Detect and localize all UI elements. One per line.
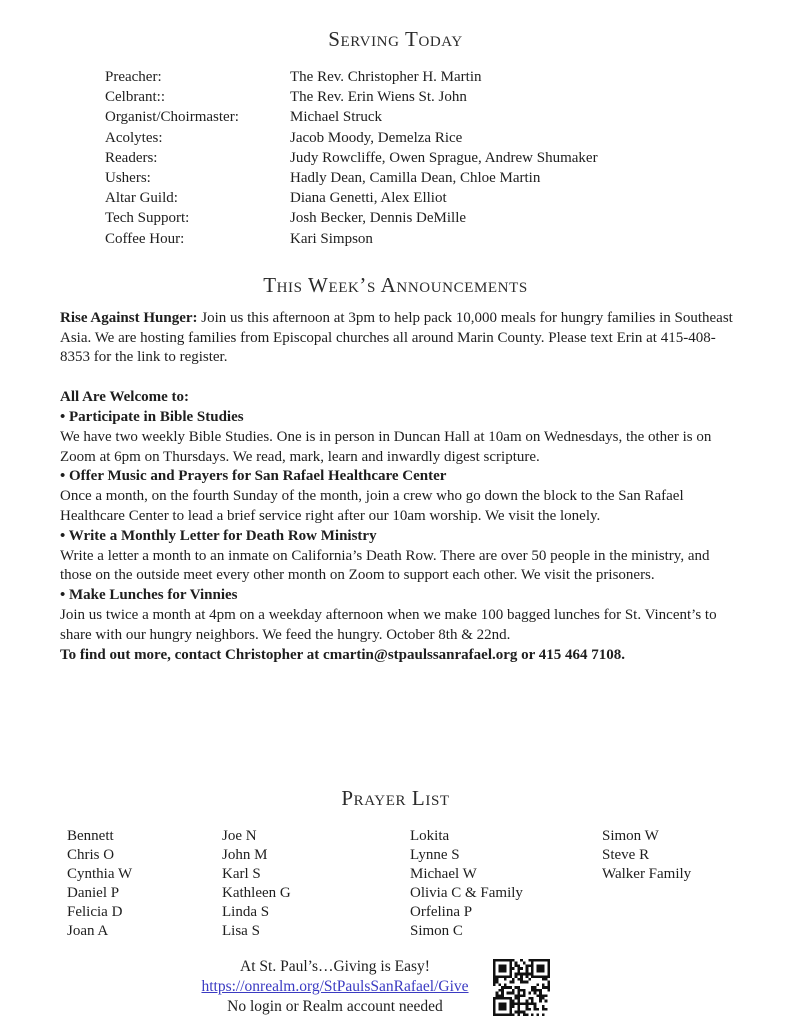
prayer-name: Cynthia W xyxy=(67,866,133,883)
giving-link[interactable]: https://onrealm.org/StPaulsSanRafael/Give xyxy=(201,977,469,995)
serving-role-label: Acolytes: xyxy=(105,129,163,146)
serving-today-title: Serving Today xyxy=(328,27,463,51)
prayer-column xyxy=(222,827,410,940)
serving-role-label: Coffee Hour: xyxy=(105,230,185,247)
announcement-lead-bold: Rise Against Hunger: xyxy=(60,309,198,326)
prayer-name: Bennett xyxy=(67,828,114,845)
prayer-name: Olivia C & Family xyxy=(410,885,523,902)
giving-line1: At St. Paul’s…Giving is Easy! xyxy=(240,957,430,975)
prayer-name: Lynne S xyxy=(410,847,460,864)
prayer-name: Joan A xyxy=(67,922,109,939)
serving-role-label: Organist/Choirmaster: xyxy=(105,109,239,126)
serving-role-label: Altar Guild: xyxy=(105,190,178,207)
serving-role-label: Tech Support: xyxy=(105,210,190,227)
prayer-name: John M xyxy=(222,847,268,864)
giving-line3: No login or Realm account needed xyxy=(227,997,443,1015)
qr-code xyxy=(493,959,550,1016)
announcement-lead-text: Join us this afternoon at 3pm to help pack 10,000 meals for hungry families in Southeast Asia. We are hosting families from Episcopal churches all around Marin County. Please text Erin at 415-408-8353 for the link to register. xyxy=(60,309,733,366)
bullet-body: Join us twice a month at 4pm on a weekday afternoon when we make 100 bagged lunches for St. Vincent’s to share with our hungry neighbors. We feed the hungry. October 8th & 22nd. xyxy=(60,606,717,643)
prayer-name: Walker Family xyxy=(602,866,692,883)
serving-role-value: Diana Genetti, Alex Elliot xyxy=(290,190,447,207)
all-are-welcome-section xyxy=(60,388,736,665)
prayer-name: Linda S xyxy=(222,904,270,920)
prayer-name: Felicia D xyxy=(67,904,123,920)
prayer-name: Daniel P xyxy=(67,885,120,902)
prayer-column xyxy=(67,827,222,940)
bullet-heading: • Write a Monthly Letter for Death Row Ministry xyxy=(60,527,377,544)
contact-line: To find out more, contact Christopher at cmartin@stpaulssanrafael.org or 415 464 7108. xyxy=(60,646,626,663)
serving-role-value: Jacob Moody, Demelza Rice xyxy=(290,129,463,146)
serving-role-value: Hadly Dean, Camilla Dean, Chloe Martin xyxy=(290,170,541,187)
prayer-name: Karl S xyxy=(222,866,261,883)
bullet-heading: • Offer Music and Prayers for San Rafael Healthcare Center xyxy=(60,468,447,485)
prayer-name: Joe N xyxy=(222,828,257,845)
prayer-name: Chris O xyxy=(67,847,115,864)
serving-role-label: Celbrant:: xyxy=(105,89,165,106)
prayer-name: Lisa S xyxy=(222,922,260,939)
prayer-name: Kathleen G xyxy=(222,885,291,902)
serving-role-value: The Rev. Christopher H. Martin xyxy=(290,69,482,85)
serving-role-value: The Rev. Erin Wiens St. John xyxy=(290,89,467,106)
prayer-name: Orfelina P xyxy=(410,904,473,920)
prayer-column xyxy=(410,827,602,940)
serving-role-value: Kari Simpson xyxy=(290,230,373,247)
serving-today-list xyxy=(105,67,791,249)
bullet-body: Write a letter a month to an inmate on California’s Death Row. There are over 50 people in the ministry, and those on the outside meet every other month on Zoom to support each other. We visit the prisoners. xyxy=(60,547,710,584)
serving-role-label: Readers: xyxy=(105,149,158,166)
serving-role-value: Judy Rowcliffe, Owen Sprague, Andrew Shumaker xyxy=(290,149,598,166)
announcements-title: This Week’s Announcements xyxy=(263,272,528,297)
prayer-list-title: Prayer List xyxy=(341,786,450,811)
welcome-heading: All Are Welcome to: xyxy=(60,389,189,406)
giving-text-block xyxy=(201,957,468,1017)
bullet-heading: • Make Lunches for Vinnies xyxy=(60,587,238,604)
serving-role-label: Preacher: xyxy=(105,69,162,85)
giving-footer xyxy=(0,957,751,1017)
bullet-heading: • Participate in Bible Studies xyxy=(60,409,244,426)
serving-role-label: Ushers: xyxy=(105,170,151,187)
bullet-body: We have two weekly Bible Studies. One is in person in Duncan Hall at 10am on Wednesdays, the other is on Zoom at 6pm on Thursdays. We read, mark, learn and inwardly digest scripture. xyxy=(60,428,712,465)
prayer-name: Simon W xyxy=(602,828,659,845)
prayer-list xyxy=(67,827,791,940)
prayer-name: Simon C xyxy=(410,922,463,939)
prayer-name: Lokita xyxy=(410,828,450,845)
prayer-name: Michael W xyxy=(410,866,477,883)
prayer-column xyxy=(602,827,791,940)
serving-role-value: Michael Struck xyxy=(290,109,383,126)
serving-role-value: Josh Becker, Dennis DeMille xyxy=(290,210,467,227)
prayer-name: Steve R xyxy=(602,847,650,864)
bullet-body: Once a month, on the fourth Sunday of the month, join a crew who go down the block to the San Rafael Healthcare Center to lead a brief service right after our 10am worship. We visit the lonely. xyxy=(60,488,684,524)
announcement-rise-against-hunger xyxy=(60,309,736,368)
